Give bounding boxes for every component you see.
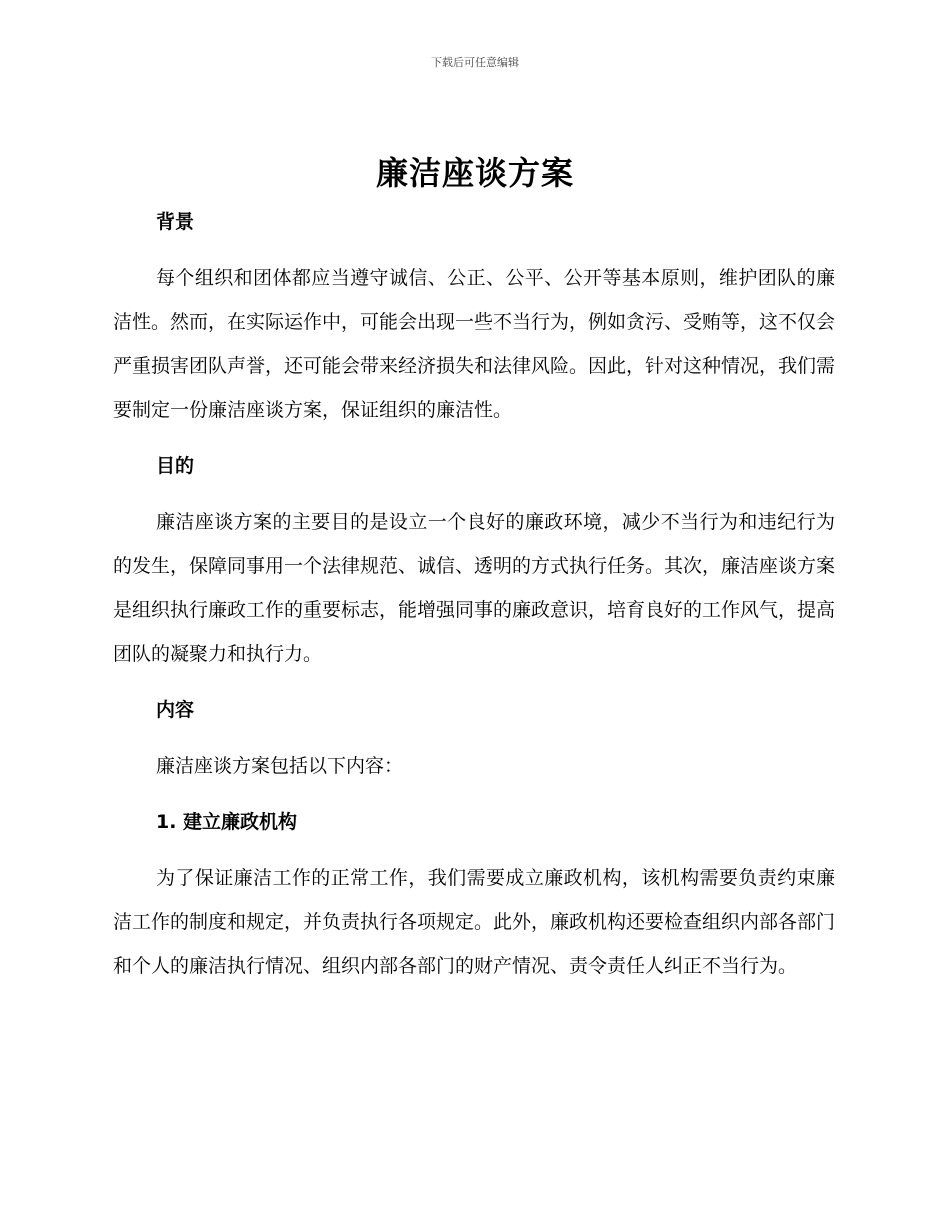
paragraph-background: 每个组织和团体都应当遵守诚信、公正、公平、公开等基本原则，维护团队的廉洁性。然而，在实际运作中，可能会出现一些不当行为，例如贪污、受贿等，这不仅会严重损害团队声誉，还可能会带来经济损失和法律风险。因此，针对这种情况，我们需要制定一份廉洁座谈方案，保证组织的廉洁性。 — [113, 267, 836, 421]
document-title: 廉洁座谈方案 — [375, 154, 574, 192]
paragraph-subsection-1: 为了保证廉洁工作的正常工作，我们需要成立廉政机构，该机构需要负责约束廉洁工作的制度和规定，并负责执行各项规定。此外，廉政机构还要检查组织内部各部门和个人的廉洁执行情况、组织内部各部门的财产情况、责令责任人纠正不当行为。 — [113, 867, 836, 977]
page-header-note: 下载后可任意编辑 — [431, 56, 519, 69]
section-heading-purpose: 目的 — [156, 455, 195, 477]
paragraph-content-intro: 廉洁座谈方案包括以下内容： — [156, 755, 404, 777]
section-heading-background: 背景 — [156, 211, 195, 233]
paragraph-purpose: 廉洁座谈方案的主要目的是设立一个良好的廉政环境，减少不当行为和违纪行为的发生，保障同事用一个法律规范、诚信、透明的方式执行任务。其次，廉洁座谈方案是组织执行廉政工作的重要标志，能增强同事的廉政意识，培育良好的工作风气，提高团队的凝聚力和执行力。 — [113, 511, 836, 665]
document-body — [113, 200, 835, 1000]
subsection-heading-1: 1. 建立廉政机构 — [156, 811, 298, 833]
section-heading-content: 内容 — [156, 699, 195, 721]
